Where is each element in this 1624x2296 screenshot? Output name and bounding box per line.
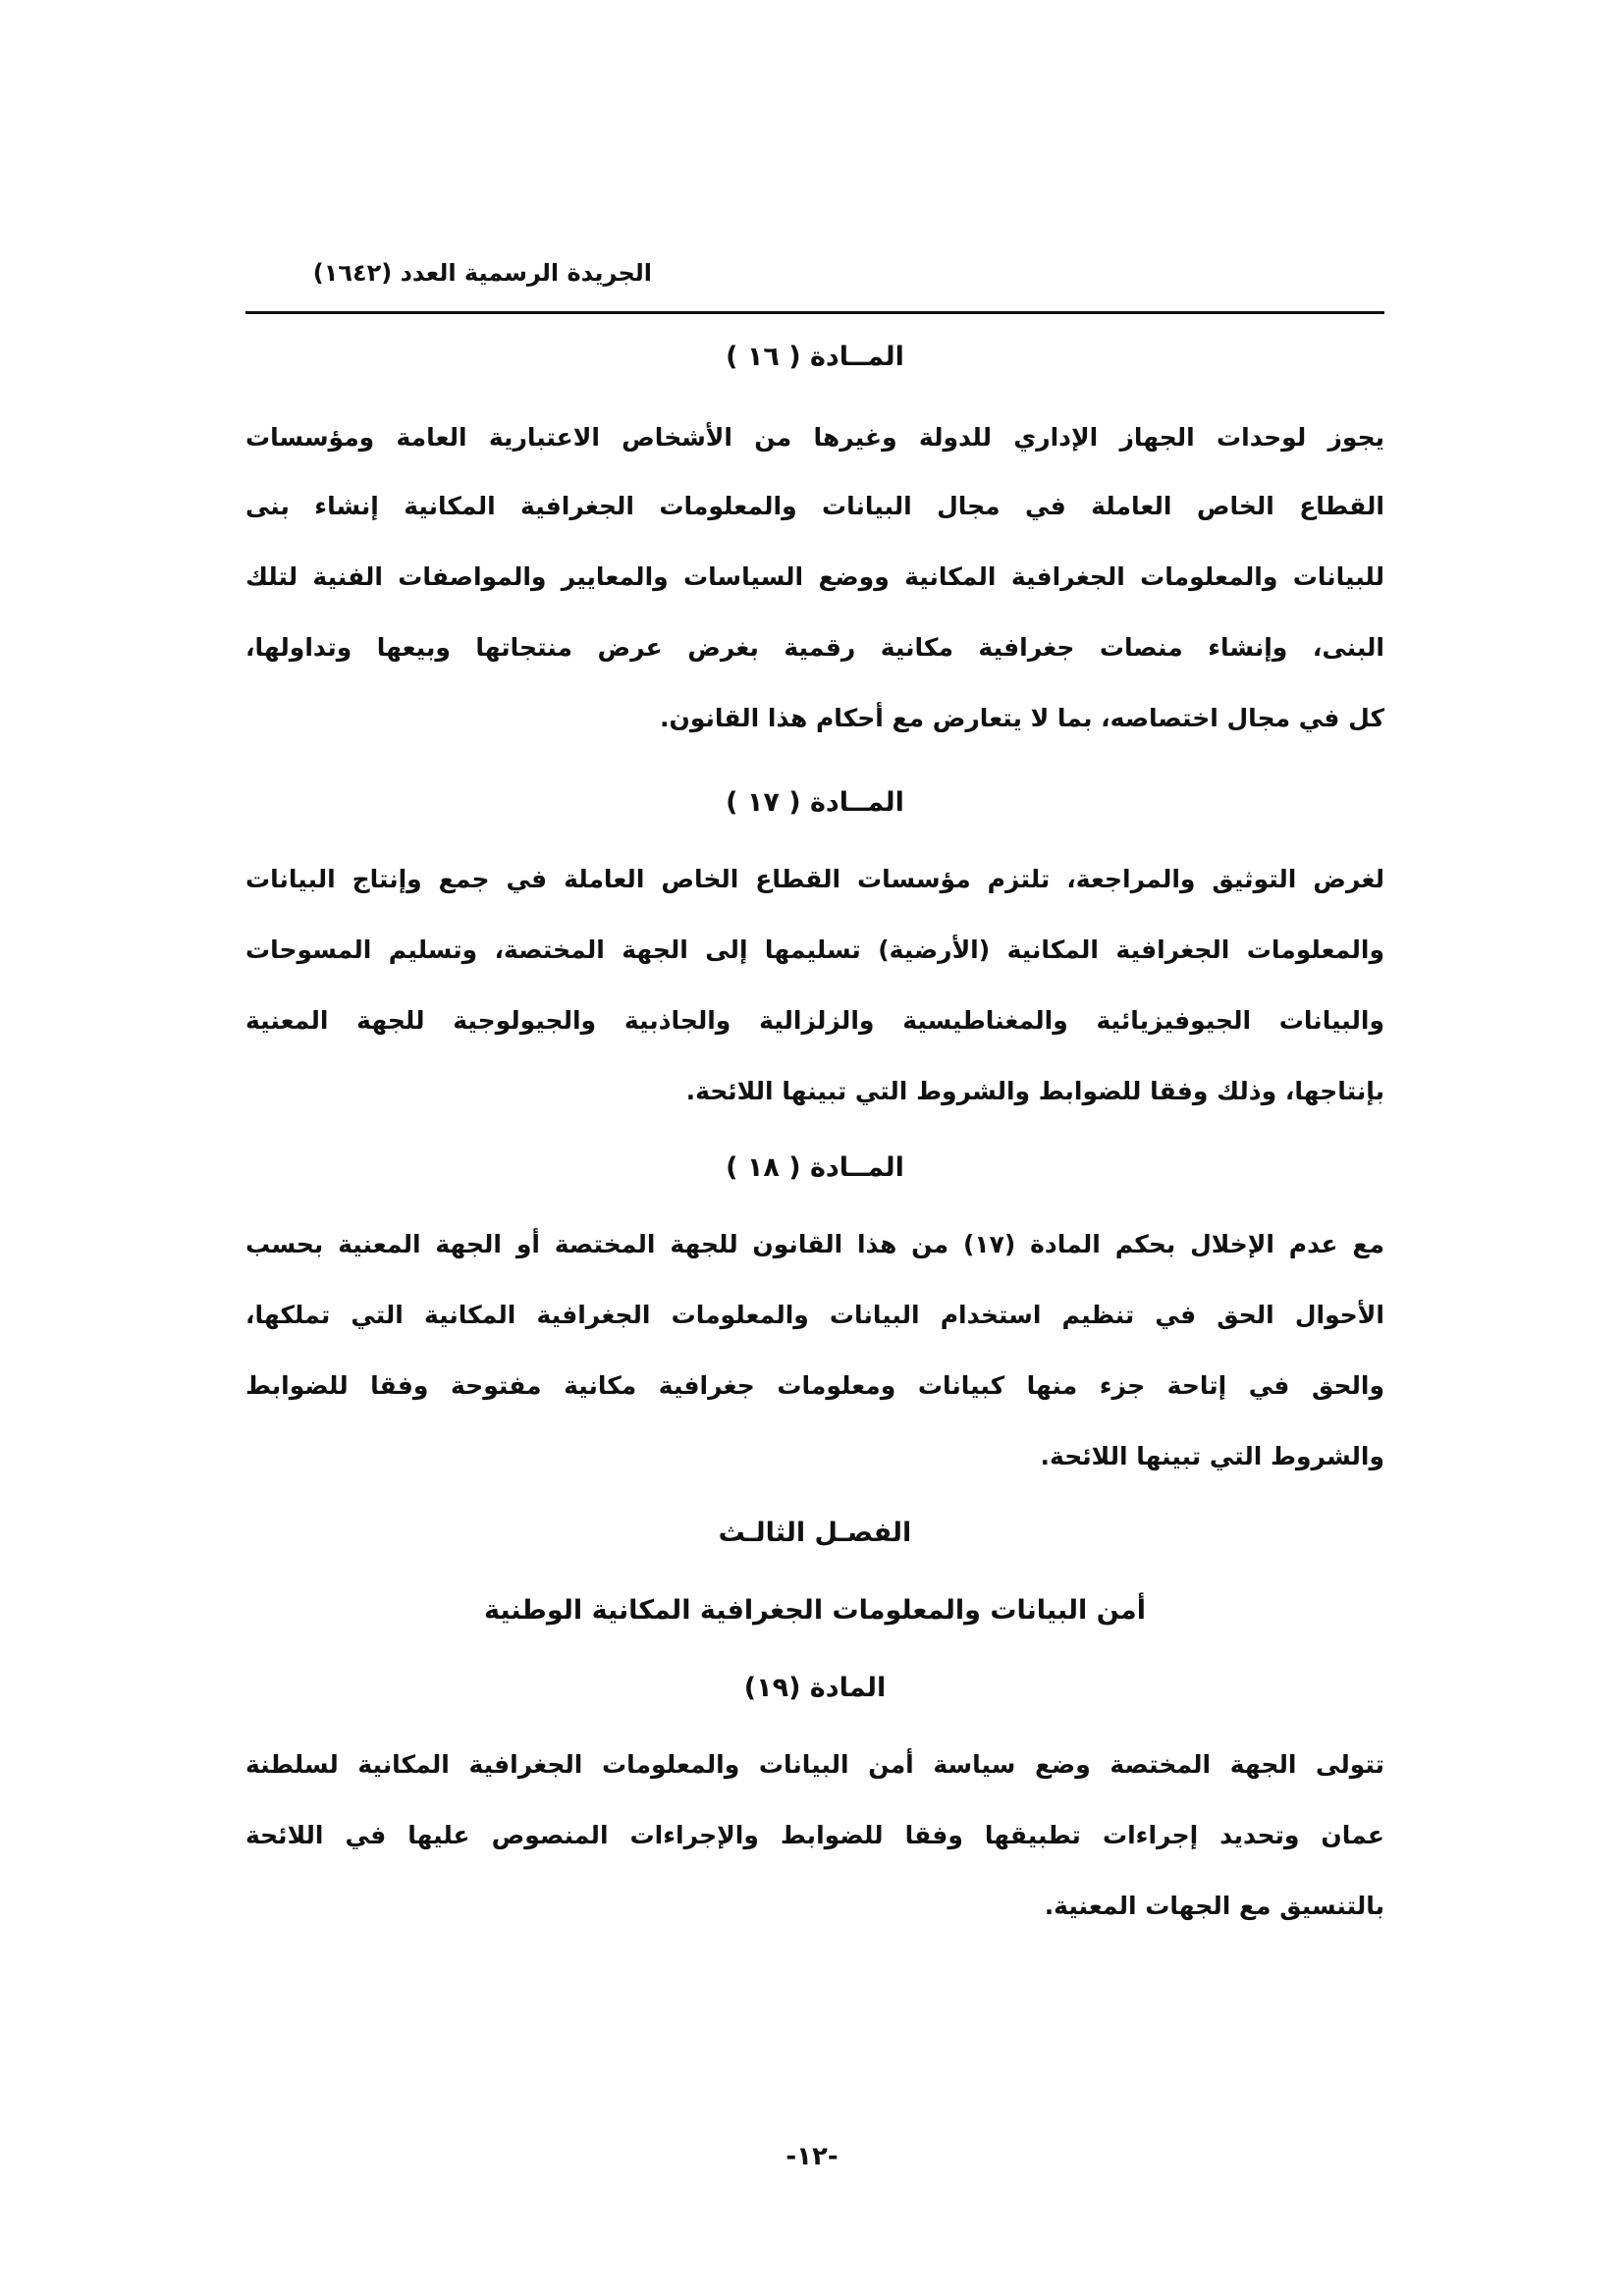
article-17-heading: المــادة ( ١٧ ): [726, 787, 904, 818]
text-line: عمان وتحديد إجراءات تطبيقها وفقا للضوابط والإجراءات المنصوص عليها في اللائحة: [245, 1821, 1384, 1849]
text-line: بالتنسيق مع الجهات المعنية.: [1044, 1892, 1384, 1920]
text-line: للبيانات والمعلومات الجغرافية المكانية ووضع السياسات والمعايير والمواصفات الفنية لتلك: [245, 562, 1384, 591]
gazette-header: الجريدة الرسمية العدد (١٦٤٢): [312, 259, 652, 287]
chapter-label: الفصـل الثالـث: [718, 1518, 912, 1548]
article-19-heading: المادة (١٩): [743, 1673, 887, 1703]
text-line: مع عدم الإخلال بحكم المادة (١٧) من هذا القانون للجهة المختصة أو الجهة المعنية بحسب: [245, 1230, 1384, 1258]
text-line: القطاع الخاص العاملة في مجال البيانات والمعلومات الجغرافية المكانية إنشاء بنى: [245, 492, 1384, 520]
text-line: يجوز لوحدات الجهاز الإداري للدولة وغيرها من الأشخاص الاعتبارية العامة ومؤسسات: [245, 423, 1384, 452]
article-16-heading: المــادة ( ١٦ ): [726, 342, 904, 372]
text-line: والبيانات الجيوفيزيائية والمغناطيسية والزلزالية والجاذبية والجيولوجية للجهة المعنية: [245, 1006, 1384, 1035]
text-line: والشروط التي تبينها اللائحة.: [1040, 1442, 1384, 1470]
text-line: والحق في إتاحة جزء منها كبيانات ومعلومات جغرافية مكانية مفتوحة وفقا للضوابط: [245, 1371, 1384, 1400]
text-line: كل في مجال اختصاصه، بما لا يتعارض مع أحكام هذا القانون.: [660, 704, 1384, 732]
article-18-heading: المــادة ( ١٨ ): [726, 1152, 904, 1183]
text-line: تتولى الجهة المختصة وضع سياسة أمن البيانات والمعلومات الجغرافية المكانية لسلطنة: [245, 1750, 1384, 1779]
chapter-title: أمن البيانات والمعلومات الجغرافية المكانية الوطنية: [484, 1595, 1146, 1626]
text-line: الأحوال الحق في تنظيم استخدام البيانات والمعلومات الجغرافية المكانية التي تملكها،: [245, 1301, 1384, 1329]
text-line: والمعلومات الجغرافية المكانية (الأرضية) تسليمها إلى الجهة المختصة، وتسليم المسوحات: [245, 935, 1384, 964]
text-line: البنى، وإنشاء منصات جغرافية مكانية رقمية بغرض عرض منتجاتها وبيعها وتداولها،: [245, 633, 1384, 662]
text-line: بإنتاجها، وذلك وفقا للضوابط والشروط التي تبينها اللائحة.: [685, 1077, 1384, 1105]
header-rule: [245, 311, 1384, 314]
page-number: -١٢-: [785, 2142, 839, 2171]
text-line: لغرض التوثيق والمراجعة، تلتزم مؤسسات القطاع الخاص العاملة في جمع وإنتاج البيانات: [245, 865, 1384, 893]
